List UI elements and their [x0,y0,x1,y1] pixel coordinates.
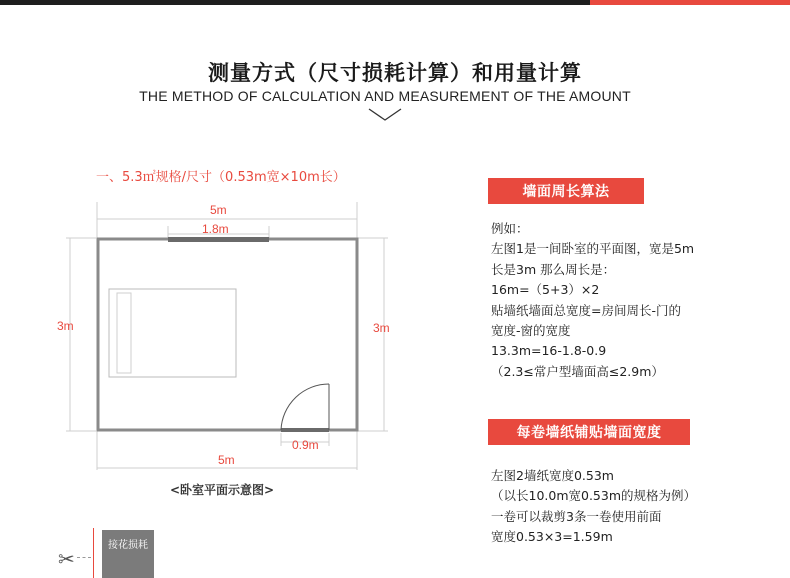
top-bar-accent [590,0,790,5]
floor-plan [0,0,420,500]
cut-line [77,557,91,558]
page-title: 测量方式（尺寸损耗计算）和用量计算 [208,61,582,85]
text-line: 16m=（5+3）×2 [491,282,600,298]
scissors-icon: ✂ [58,547,75,571]
text-line: （2.3≤常户型墙面高≤2.9m） [491,363,664,379]
perimeter-banner: 墙面周长算法 [488,178,644,204]
roll-width-text [491,466,696,548]
dim-door-width: 0.9m [292,438,319,452]
text-line: 13.3m=16-1.8-0.9 [491,343,607,359]
text-line: 贴墙纸墙面总宽度=房间周长-门的 [491,302,681,318]
text-line: 宽度-窗的宽度 [491,323,571,339]
text-line: 宽度0.53×3=1.59m [491,529,613,545]
page-subtitle: THE METHOD OF CALCULATION AND MEASUREMENT OF THE AMOUNT [139,88,631,104]
footer-divider [93,528,94,578]
text-line: （以长10.0m宽0.53m的规格为例） [491,488,697,504]
pattern-loss-tab: 接花损耗 [102,530,154,578]
dim-right-height: 3m [373,321,390,335]
spec-heading: 一、5.3㎡规格/尺寸（0.53m宽×10m长） [96,170,346,185]
text-line: 长是3m 那么周长是： [491,261,616,277]
text-line: 例如： [491,221,529,236]
dim-left-height: 3m [57,319,74,333]
roll-width-banner: 每卷墙纸铺贴墙面宽度 [488,419,690,445]
dim-window-width: 1.8m [202,222,229,236]
text-line: 左图2墙纸宽度0.53m [491,468,614,483]
text-line: 左图1是一间卧室的平面图，宽是5m [491,241,695,257]
text-line: 一卷可以裁剪3条一卷使用前面 [491,508,662,524]
dim-top-width: 5m [210,203,227,217]
floor-plan-caption: <卧室平面示意图> [170,483,275,497]
dim-bottom-width: 5m [218,453,235,467]
perimeter-text [491,219,694,382]
